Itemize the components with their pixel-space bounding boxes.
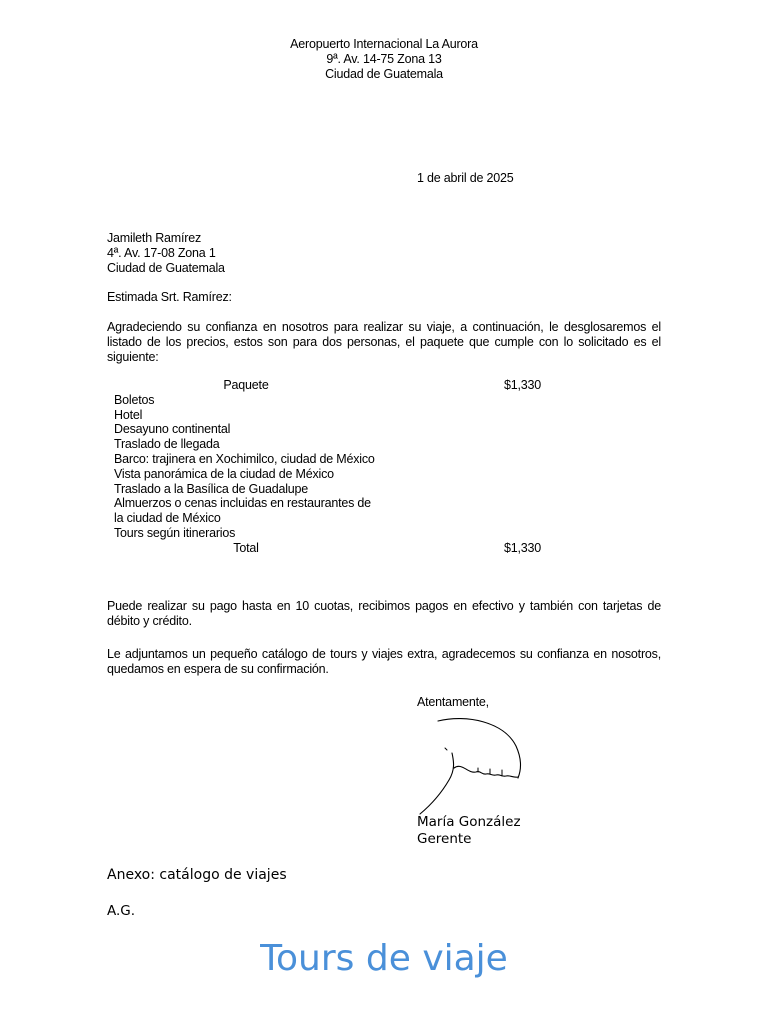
- list-item: Almuerzos o cenas incluidas en restaurantes de la ciudad de México: [114, 496, 371, 526]
- total-price: $1,330: [504, 540, 542, 555]
- catalog-paragraph: Le adjuntamos un pequeño catálogo de tours y viajes extra, agradecemos su confianza en nosotros, quedamos en espera de su confirmación.: [107, 647, 661, 676]
- handwritten-signature: [412, 712, 530, 821]
- payment-paragraph: Puede realizar su pago hasta en 10 cuotas, recibimos pagos en efectivo y también con tarjetas de débito y crédito.: [107, 599, 661, 628]
- section-title: Tours de viaje: [260, 938, 508, 979]
- list-item: Traslado a la Basílica de Guadalupe: [114, 481, 309, 496]
- letterhead-line-2: 9ª. Av. 14-75 Zona 13: [326, 51, 442, 66]
- recipient-block: [107, 231, 225, 275]
- total-row: [107, 541, 557, 556]
- intro-paragraph: Agradeciendo su confianza en nosotros para realizar su viaje, a continuación, le desglosaremos el listado de los precios, estos son para dos personas, el paquete que cumple con lo solicitado es el siguiente:: [107, 320, 661, 364]
- package-price: $1,330: [504, 378, 542, 392]
- list-item: Tours según itinerarios: [114, 525, 236, 540]
- letterhead-line-3: Ciudad de Guatemala: [325, 66, 443, 81]
- salutation: Estimada Srt. Ramírez:: [107, 290, 232, 304]
- list-item: Boletos: [114, 392, 155, 407]
- package-label: Paquete: [223, 378, 269, 392]
- price-table: [107, 378, 557, 556]
- list-item: Traslado de llegada: [114, 437, 220, 452]
- signer-name: María González: [417, 814, 521, 830]
- closing: Atentamente,: [417, 695, 489, 709]
- recipient-city: Ciudad de Guatemala: [107, 260, 225, 275]
- package-row: [107, 378, 557, 393]
- list-item: Vista panorámica de la ciudad de México: [114, 466, 334, 481]
- annex-note: Anexo: catálogo de viajes: [107, 867, 287, 883]
- letter-date: 1 de abril de 2025: [417, 171, 514, 185]
- list-item: Desayuno continental: [114, 422, 231, 437]
- total-label: Total: [233, 540, 259, 555]
- list-item: Hotel: [114, 407, 143, 422]
- recipient-name: Jamileth Ramírez: [107, 231, 202, 245]
- letterhead: [0, 37, 768, 81]
- signer-title: Gerente: [417, 831, 472, 847]
- letterhead-line-1: Aeropuerto Internacional La Aurora: [290, 37, 478, 51]
- package-items-list: [114, 393, 379, 541]
- list-item: Barco: trajinera en Xochimilco, ciudad de México: [114, 451, 375, 466]
- initials: A.G.: [107, 903, 136, 919]
- signer-block: [417, 814, 521, 848]
- recipient-address: 4ª. Av. 17-08 Zona 1: [107, 245, 216, 260]
